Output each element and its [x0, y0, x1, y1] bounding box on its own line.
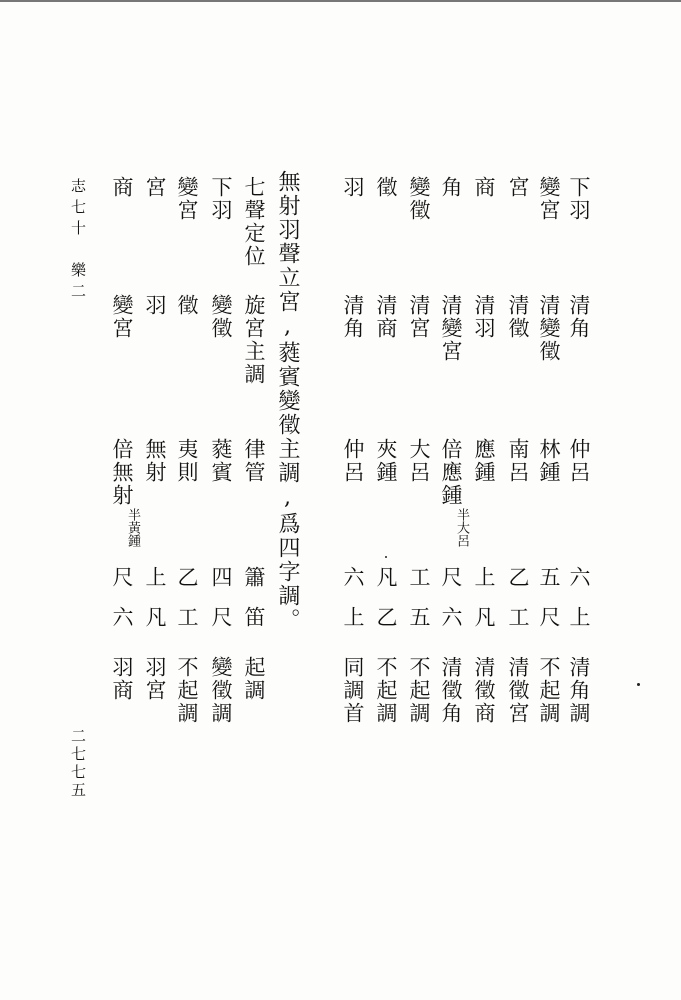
table-a-row-8-pipe: 仲呂: [341, 438, 365, 484]
table-b-row-2-position: 變宮: [175, 176, 199, 222]
table-b-row-2-start: 不起調: [175, 656, 199, 725]
table-b-header-xiao: 簫: [242, 566, 266, 589]
table-a-row-7-di: 乙: [374, 606, 398, 629]
table-a-row-5-clear: 清變宮: [439, 294, 463, 363]
table-a-row-1-mode: 清角調: [567, 656, 591, 725]
table-a-row-5-pipe-note: 半大呂: [454, 508, 469, 547]
table-b-row-4-start: 羽商: [110, 656, 134, 702]
table-a-row-2-xiao: 五: [537, 566, 561, 589]
table-a-row-7-pipe: 夾鍾: [374, 438, 398, 484]
table-a-row-5-voice: 角: [439, 176, 463, 199]
table-b-row-3-mode: 羽: [143, 294, 167, 317]
table-a-row-4-di: 凡: [472, 606, 496, 629]
table-a-row-1-di: 上: [567, 606, 591, 629]
table-a-row-1-xiao: 六: [567, 566, 591, 589]
table-b-row-1-pipe: 蕤賓: [209, 438, 233, 484]
table-a-row-7-clear: 清商: [374, 294, 398, 340]
table-b-row-1-start: 變徵調: [209, 656, 233, 725]
table-a-row-4-pipe: 應鍾: [472, 438, 496, 484]
table-a-row-3-di: 工: [506, 606, 530, 629]
table-b-row-3-di: 凡: [143, 606, 167, 629]
table-b-row-2-mode: 徵: [175, 294, 199, 317]
table-b-row-1-position: 下羽: [209, 176, 233, 222]
table-b-row-1-mode: 變徵: [209, 294, 233, 340]
table-a-row-3-xiao: 乙: [506, 566, 530, 589]
scan-speck: [637, 683, 640, 686]
table-a-row-1-pipe: 仲呂: [567, 438, 591, 484]
page-number: 二七七五: [69, 728, 87, 800]
table-a-row-2-clear: 清變徵: [537, 294, 561, 363]
table-a-row-2-mode: 不起調: [537, 656, 561, 725]
table-a-row-1-clear: 清角: [567, 294, 591, 340]
table-a-row-3-mode: 清徵宮: [506, 656, 530, 725]
table-a-row-4-voice: 商: [472, 176, 496, 199]
table-b-header-pipe: 律管: [242, 438, 266, 484]
table-a-row-8-xiao: 六: [341, 566, 365, 589]
table-a-row-2-di: 尺: [537, 606, 561, 629]
table-a-row-3-pipe: 南呂: [506, 438, 530, 484]
table-a-row-7-voice: 徵: [374, 176, 398, 199]
table-a-row-7-mode: 不起調: [374, 656, 398, 725]
table-a-row-6-pipe: 大呂: [407, 438, 431, 484]
table-b-header-di: 笛: [242, 606, 266, 629]
table-a-row-4-xiao: 上: [472, 566, 496, 589]
table-a-row-5-pipe-b: 鍾: [439, 484, 463, 507]
table-b-row-4-pipe-b: 射: [110, 484, 134, 507]
running-head: 志七十 樂二: [69, 178, 87, 304]
table-b-row-4-pipe-note: 半黃鍾: [125, 508, 140, 547]
table-b-row-4-mode: 變宮: [110, 294, 134, 340]
table-b-row-2-pipe: 夷則: [175, 438, 199, 484]
table-a-row-4-mode: 清徵商: [472, 656, 496, 725]
table-a-row-6-mode: 不起調: [407, 656, 431, 725]
table-a-row-6-clear: 清宮: [407, 294, 431, 340]
table-a-row-5-xiao: 尺: [439, 566, 463, 589]
table-b-row-2-xiao: 乙: [175, 566, 199, 589]
table-a-row-8-clear: 清角: [341, 294, 365, 340]
table-a-row-2-pipe: 林鍾: [537, 438, 561, 484]
table-b-header-position: 七聲定位: [242, 176, 266, 268]
top-rule: [0, 0, 681, 2]
table-b-row-3-xiao: 上: [143, 566, 167, 589]
table-a-row-8-mode: 同調首: [341, 656, 365, 725]
table-a-row-7-xiao: 凡: [374, 566, 398, 589]
table-a-row-6-xiao: 工: [407, 566, 431, 589]
mode-note: 無射羽聲立宮,蕤賓變徵主調,爲四字調。: [275, 170, 300, 632]
table-a-row-3-voice: 宮: [506, 176, 530, 199]
table-a-row-4-clear: 清羽: [472, 294, 496, 340]
scan-speck: [385, 556, 387, 558]
table-a-row-6-di: 五: [407, 606, 431, 629]
table-a-row-5-pipe: 倍應: [439, 438, 463, 484]
table-b-row-2-di: 工: [175, 606, 199, 629]
table-b-row-3-pipe: 無射: [143, 438, 167, 484]
table-b-row-3-position: 宮: [143, 176, 167, 199]
table-b-row-4-position: 商: [110, 176, 134, 199]
table-a-row-5-di: 六: [439, 606, 463, 629]
table-a-row-1-voice: 下羽: [567, 176, 591, 222]
table-a-row-6-voice: 變徵: [407, 176, 431, 222]
table-b-header-start: 起調: [242, 656, 266, 702]
table-b-row-4-pipe: 倍無: [110, 438, 134, 484]
table-a-row-2-voice: 變宮: [537, 176, 561, 222]
table-b-row-4-di: 六: [110, 606, 134, 629]
table-b-header-mode: 旋宮主調: [242, 294, 266, 386]
table-b-row-3-start: 羽宮: [143, 656, 167, 702]
table-a-row-3-clear: 清徵: [506, 294, 530, 340]
table-a-row-8-di: 上: [341, 606, 365, 629]
table-b-row-1-xiao: 四: [209, 566, 233, 589]
table-b-row-1-di: 尺: [209, 606, 233, 629]
table-a-row-5-mode: 清徵角: [439, 656, 463, 725]
table-a-row-8-voice: 羽: [341, 176, 365, 199]
table-b-row-4-xiao: 尺: [110, 566, 134, 589]
